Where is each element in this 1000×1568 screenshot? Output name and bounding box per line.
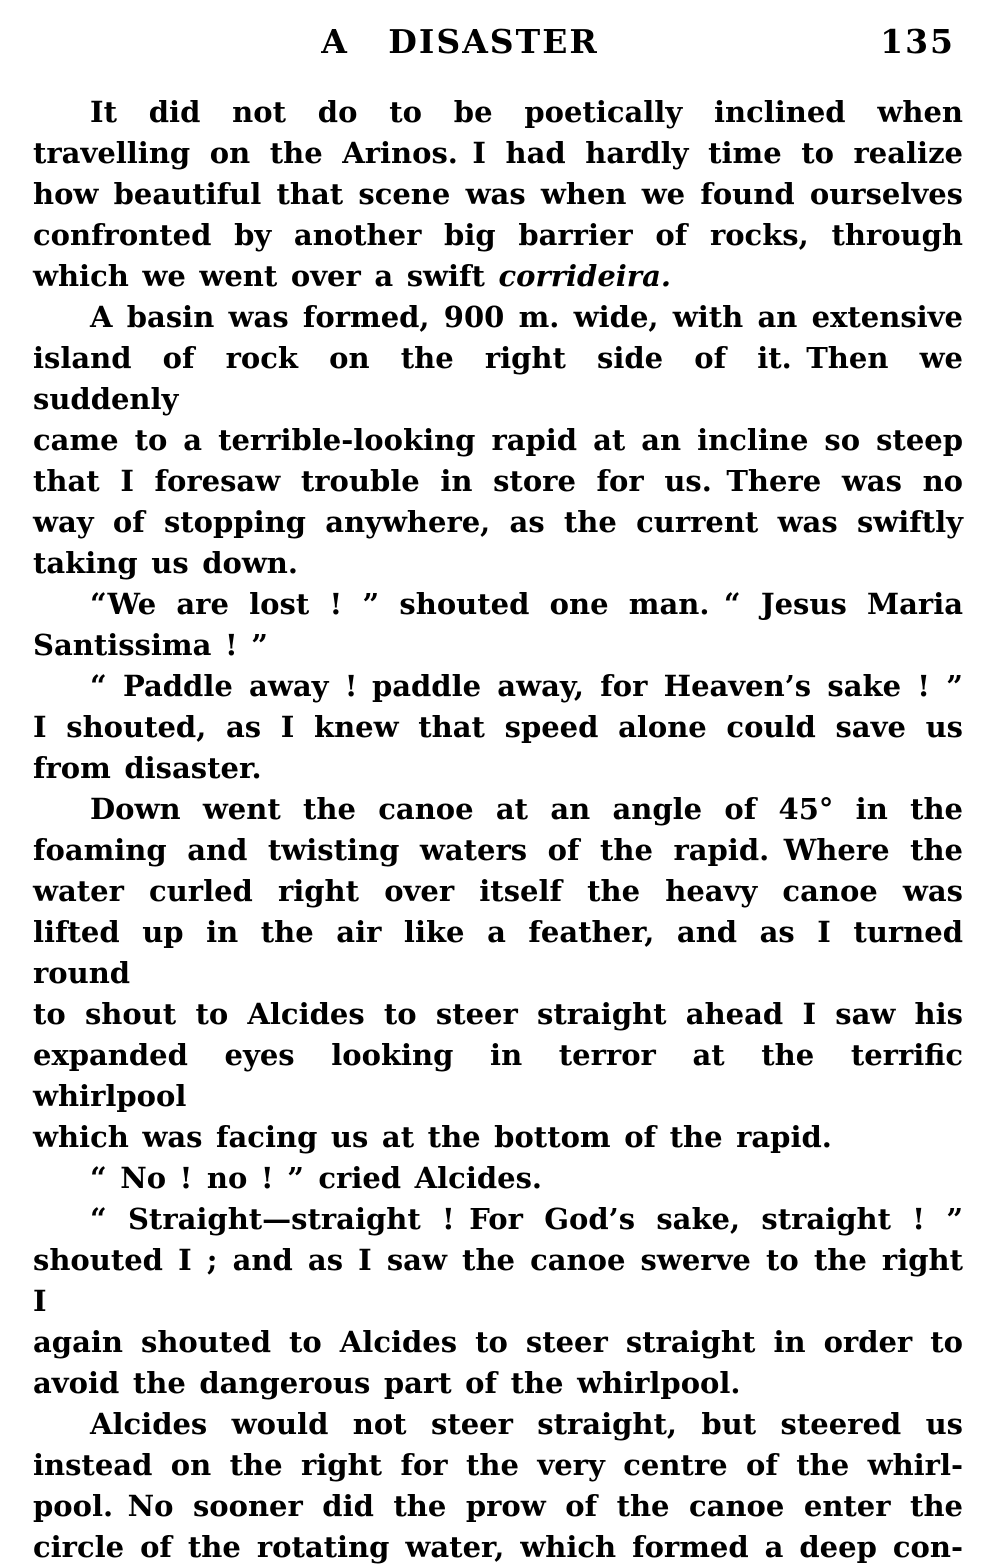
text-line [33,912,963,994]
text-segment: how beautiful that scene was when we found ourselves [33,177,963,211]
text-line [33,871,963,912]
page-content [33,92,963,1568]
paragraph [33,584,963,666]
italic-text: corrideira. [498,259,671,293]
running-title: A DISASTER [321,22,599,61]
text-line [33,215,963,256]
text-segment: which we went over a swift [33,259,499,293]
text-segment: Down went the canoe at an angle of 45° in the [90,792,963,826]
text-segment: water curled right over itself the heavy canoe was [33,874,963,908]
text-line [33,1445,963,1486]
text-segment: to shout to Alcides to steer straight ahead I saw his [33,997,963,1031]
paragraph [33,1404,963,1568]
text-line [33,92,963,133]
text-line [33,1486,963,1527]
text-line [33,461,963,502]
text-segment: again shouted to Alcides to steer straight in order to [33,1325,963,1359]
text-segment: that I foresaw trouble in store for us. There was no [33,464,963,498]
text-segment: confronted by another big barrier of rocks, through [33,218,963,252]
text-line [33,338,963,420]
text-segment: “ Paddle away ! paddle away, for Heaven’s sake ! ” [90,669,963,703]
text-segment: “We are lost ! ” shouted one man. “ Jesus Maria [90,587,963,621]
text-line [33,502,963,543]
text-line [33,1527,963,1568]
text-line [33,1363,963,1404]
text-segment: which was facing us at the bottom of the rapid. [33,1120,832,1154]
text-segment: foaming and twisting waters of the rapid. Where the [33,833,963,867]
text-segment: shouted I ; and as I saw the canoe swerve to the right I [33,1243,963,1318]
page-header [33,22,955,70]
text-segment: travelling on the Arinos. I had hardly time to realize [33,136,963,170]
text-segment: “ Straight—straight ! For God’s sake, straight ! ” [90,1202,963,1236]
text-segment: Santissima ! ” [33,628,268,662]
text-line [33,789,963,830]
text-line [33,420,963,461]
text-line [33,256,963,297]
paragraph [33,92,963,297]
text-segment: expanded eyes looking in terror at the terrific whirlpool [33,1038,963,1113]
text-line [33,1117,963,1158]
text-segment: lifted up in the air like a feather, and as I turned round [33,915,963,990]
text-segment: circle of the rotating water, which formed a deep con- [33,1530,963,1564]
text-segment: came to a terrible-looking rapid at an incline so steep [33,423,963,457]
text-segment: taking us down. [33,546,298,580]
text-segment: island of rock on the right side of it. Then we suddenly [33,341,963,416]
text-line [33,584,963,625]
paragraph [33,666,963,789]
text-line [33,1199,963,1240]
text-line [33,1322,963,1363]
page-number: 135 [880,22,955,61]
text-segment: It did not do to be poetically inclined when [90,95,963,129]
paragraph [33,789,963,1158]
text-line [33,1404,963,1445]
text-segment: pool. No sooner did the prow of the canoe enter the [33,1489,963,1523]
text-line [33,174,963,215]
text-line [33,133,963,174]
text-segment: avoid the dangerous part of the whirlpool. [33,1366,741,1400]
text-line [33,297,963,338]
text-line [33,625,963,666]
text-line [33,748,963,789]
text-segment: instead on the right for the very centre of the whirl- [33,1448,963,1482]
paragraph [33,1158,963,1199]
paragraph [33,1199,963,1404]
text-segment: way of stopping anywhere, as the current was swiftly [33,505,963,539]
text-segment: A basin was formed, 900 m. wide, with an extensive [90,300,963,334]
text-segment: “ No ! no ! ” cried Alcides. [90,1161,543,1195]
text-segment: I shouted, as I knew that speed alone could save us [33,710,963,744]
paragraph [33,297,963,584]
text-line [33,830,963,871]
text-segment: Alcides would not steer straight, but steered us [90,1407,963,1441]
text-line [33,1035,963,1117]
text-line [33,994,963,1035]
text-segment: from disaster. [33,751,262,785]
text-line [33,1158,963,1199]
text-line [33,543,963,584]
text-line [33,707,963,748]
text-line [33,1240,963,1322]
text-line [33,666,963,707]
